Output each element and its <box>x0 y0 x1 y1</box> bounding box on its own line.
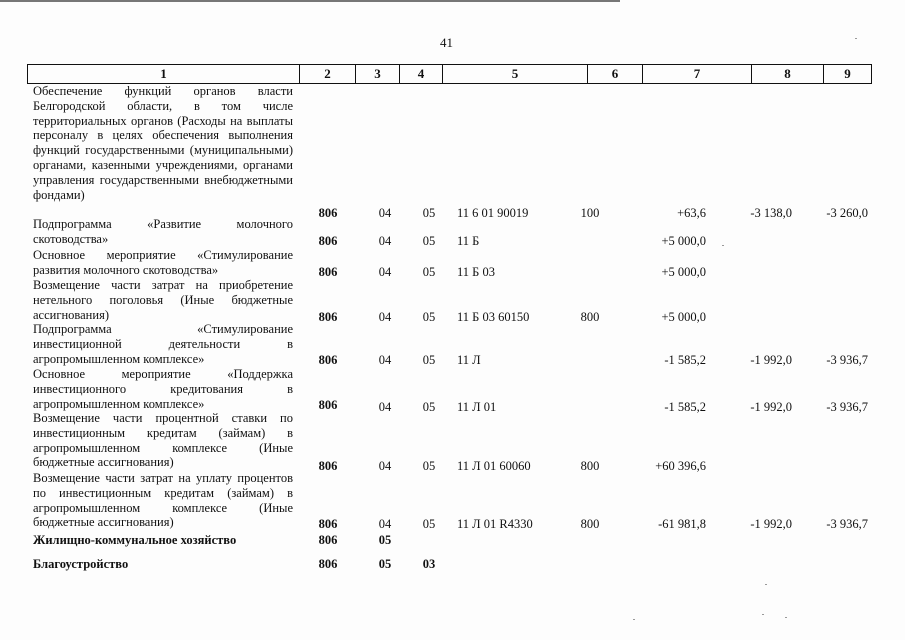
row-amount-8: -3 138,0 <box>750 206 792 220</box>
page-number: 41 <box>440 35 453 50</box>
scan-speck <box>785 617 787 618</box>
row-code-4: 05 <box>422 517 436 531</box>
row-name: Возмещение части процентной ставки по инвестиционным кредитам (займам) в агропромышленном комплексе (Иные бюджетные ассигнования) <box>33 411 293 470</box>
row-code-2: 806 <box>318 310 338 324</box>
row-code-3: 04 <box>378 517 392 531</box>
row-amount-8: -1 992,0 <box>750 400 792 414</box>
row-code-5: 11 Л <box>457 353 481 367</box>
row-amount-7: +60 396,6 <box>655 459 706 473</box>
row-amount-7: +5 000,0 <box>661 234 706 248</box>
row-amount-7: -1 585,2 <box>664 353 706 367</box>
row-code-2: 806 <box>318 265 338 279</box>
row-code-5: 11 Л 01 R4330 <box>457 517 533 531</box>
row-amount-7: +5 000,0 <box>661 310 706 324</box>
row-amount-7: +5 000,0 <box>661 265 706 279</box>
row-amount-7: +63,6 <box>677 206 706 220</box>
row-name: Основное мероприятие «Поддержка инвестиционного кредитования в агропромышленном комплексе» <box>33 367 293 411</box>
row-amount-7: -61 981,8 <box>658 517 706 531</box>
row-name: Основное мероприятие «Стимулирование развития молочного скотоводства» <box>33 248 293 277</box>
row-code-6: 100 <box>580 206 600 220</box>
scan-speck <box>633 619 635 620</box>
row-code-2: 806 <box>318 557 338 571</box>
scan-top-edge <box>0 0 620 2</box>
header-col-7: 7 <box>643 65 752 83</box>
row-code-2: 806 <box>318 459 338 473</box>
header-col-2: 2 <box>300 65 356 83</box>
row-code-3: 04 <box>378 310 392 324</box>
row-code-6: 800 <box>580 517 600 531</box>
scan-speck <box>762 614 764 615</box>
table-header <box>27 64 872 84</box>
row-name: Благоустройство <box>33 557 129 571</box>
row-code-2: 806 <box>318 234 338 248</box>
row-name: Подпрограмма «Развитие молочного скотоводства» <box>33 217 293 246</box>
row-name: Жилищно-коммунальное хозяйство <box>33 533 237 547</box>
row-code-2: 806 <box>318 517 338 531</box>
row-code-4: 05 <box>422 234 436 248</box>
row-code-5: 11 Б <box>457 234 480 248</box>
row-amount-8: -1 992,0 <box>750 353 792 367</box>
header-col-6: 6 <box>588 65 643 83</box>
row-code-4: 05 <box>422 206 436 220</box>
row-code-5: 11 Б 03 <box>457 265 495 279</box>
row-amount-9: -3 936,7 <box>826 517 868 531</box>
scan-speck <box>722 245 724 246</box>
row-code-4: 05 <box>422 265 436 279</box>
row-code-2: 806 <box>318 353 338 367</box>
row-code-3: 04 <box>378 234 392 248</box>
row-code-3: 04 <box>378 353 392 367</box>
row-code-3: 04 <box>378 206 392 220</box>
row-name: Возмещение части затрат на уплату процентов по инвестиционным кредитам (займам) в агропромышленном комплексе (Иные бюджетные ассигнования) <box>33 471 293 530</box>
row-code-4: 05 <box>422 310 436 324</box>
row-amount-7: -1 585,2 <box>664 400 706 414</box>
row-code-3: 04 <box>378 400 392 414</box>
header-col-9: 9 <box>844 66 851 81</box>
row-code-4: 05 <box>422 353 436 367</box>
row-code-2: 806 <box>318 398 338 412</box>
row-name: Подпрограмма «Стимулирование инвестиционной деятельности в агропромышленном комплексе» <box>33 322 293 366</box>
row-code-3: 04 <box>378 265 392 279</box>
row-code-3: 05 <box>378 533 392 547</box>
header-col-1: 1 <box>28 65 300 83</box>
scan-speck <box>855 38 857 39</box>
row-amount-8: -1 992,0 <box>750 517 792 531</box>
row-code-3: 05 <box>378 557 392 571</box>
row-amount-9: -3 936,7 <box>826 353 868 367</box>
row-code-5: 11 Б 03 60150 <box>457 310 530 324</box>
row-amount-9: -3 260,0 <box>826 206 868 220</box>
row-code-3: 04 <box>378 459 392 473</box>
header-col-3: 3 <box>356 65 400 83</box>
row-code-2: 806 <box>318 206 338 220</box>
header-col-5: 5 <box>443 65 588 83</box>
row-code-4: 03 <box>422 557 436 571</box>
row-code-6: 800 <box>580 459 600 473</box>
scan-speck <box>765 584 767 585</box>
header-col-4: 4 <box>400 65 443 83</box>
row-code-6: 800 <box>580 310 600 324</box>
row-code-2: 806 <box>318 533 338 547</box>
row-code-5: 11 Л 01 <box>457 400 497 414</box>
row-name: Обеспечение функций органов власти Белгородской области, в том числе территориальных органов (Расходы на выплаты персоналу в целях обеспечения выполнения функций государственными (муниципальными) органами, казенными учреждениями, органами управления государственными внебюджетными фондами) <box>33 84 293 202</box>
row-amount-9: -3 936,7 <box>826 400 868 414</box>
row-code-4: 05 <box>422 459 436 473</box>
row-name: Возмещение части затрат на приобретение нетельного поголовья (Иные бюджетные ассигнования) <box>33 278 293 322</box>
row-code-5: 11 6 01 90019 <box>457 206 529 220</box>
row-code-4: 05 <box>422 400 436 414</box>
header-col-8: 8 <box>752 65 824 83</box>
row-code-5: 11 Л 01 60060 <box>457 459 531 473</box>
